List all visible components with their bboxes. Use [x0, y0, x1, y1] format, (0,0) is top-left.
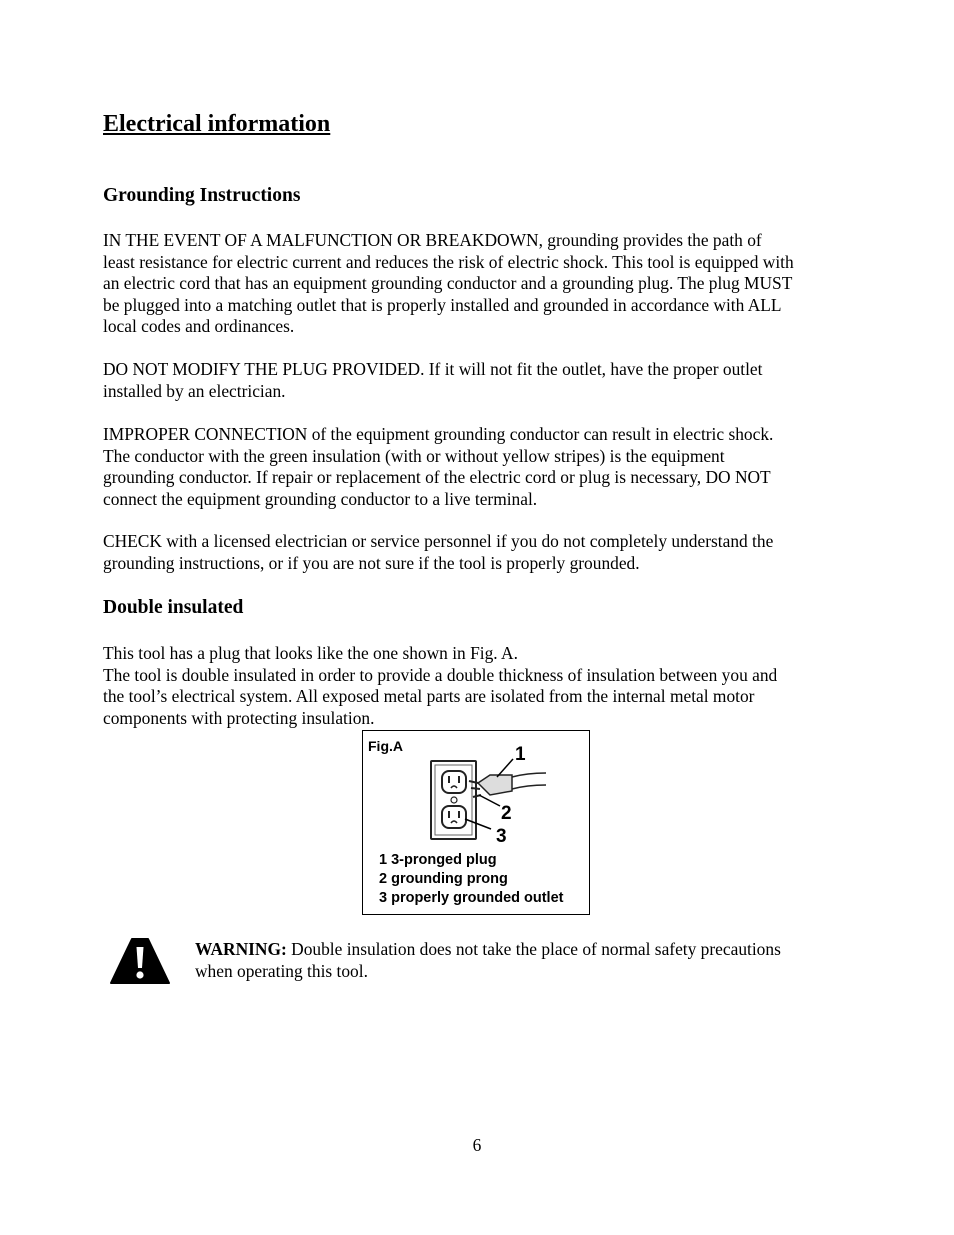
grounding-heading: Grounding Instructions — [103, 185, 301, 206]
legend-item: 3 properly grounded outlet — [379, 890, 564, 906]
text-line: IMPROPER CONNECTION of the equipment grounding conductor can result in electric shock. — [103, 424, 774, 444]
warning-text — [195, 939, 781, 982]
text-line — [195, 939, 781, 961]
text-line: grounding conductor. If repair or replacement of the electric cord or plug is necessary, DO NOT — [103, 467, 771, 488]
grounding-paragraph-1 — [103, 230, 794, 338]
text-line: an electric cord that has an equipment grounding conductor and a grounding plug. The plug MUST — [103, 273, 793, 294]
warning-line-1: Double insulation does not take the place of normal safety precautions — [286, 939, 781, 959]
text-line: the tool’s electrical system. All exposed metal parts are isolated from the internal metal motor — [103, 686, 755, 707]
figure-legend — [379, 851, 563, 908]
double-insulated-paragraph — [103, 643, 777, 729]
page-number: 6 — [472, 1135, 482, 1155]
double-insulated-heading: Double insulated — [103, 597, 244, 618]
text-line: least resistance for electric current and reduces the risk of electric shock. This tool is equipped with — [103, 251, 794, 272]
figure-title: Fig.A — [368, 738, 403, 754]
text-line: installed by an electrician. — [103, 380, 286, 401]
text-line: components with protecting insulation. — [103, 707, 375, 728]
legend-item: 2 grounding prong — [379, 871, 508, 887]
text-line: DO NOT MODIFY THE PLUG PROVIDED. If it will not fit the outlet, have the proper outlet — [103, 359, 763, 379]
text-line: IN THE EVENT OF A MALFUNCTION OR BREAKDOWN, grounding provides the path of — [103, 230, 762, 250]
page-title: Electrical information — [103, 111, 331, 137]
legend-item: 1 3-pronged plug — [379, 852, 497, 868]
text-line: connect the equipment grounding conductor to a live terminal. — [103, 488, 538, 509]
grounding-paragraph-4 — [103, 531, 773, 574]
grounding-paragraph-2 — [103, 359, 762, 402]
warning-line-2: when operating this tool. — [195, 960, 368, 981]
text-line: The conductor with the green insulation (with or without yellow stripes) is the equipment — [103, 445, 725, 466]
text-line: The tool is double insulated in order to provide a double thickness of insulation between you and — [103, 664, 778, 685]
text-line: This tool has a plug that looks like the one shown in Fig. A. — [103, 643, 518, 663]
text-line: local codes and ordinances. — [103, 316, 295, 337]
text-line: CHECK with a licensed electrician or service personnel if you do not completely understand the — [103, 531, 774, 551]
grounding-paragraph-3 — [103, 424, 773, 510]
warning-triangle-icon — [110, 937, 170, 985]
warning-label: WARNING: — [195, 939, 287, 959]
callout-1: 1 — [515, 744, 526, 765]
figure-a — [362, 730, 590, 915]
callout-2: 2 — [501, 803, 512, 824]
callout-3: 3 — [496, 826, 507, 847]
text-line: grounding instructions, or if you are not sure if the tool is properly grounded. — [103, 552, 640, 573]
text-line: be plugged into a matching outlet that is properly installed and grounded in accordance with ALL — [103, 294, 782, 315]
